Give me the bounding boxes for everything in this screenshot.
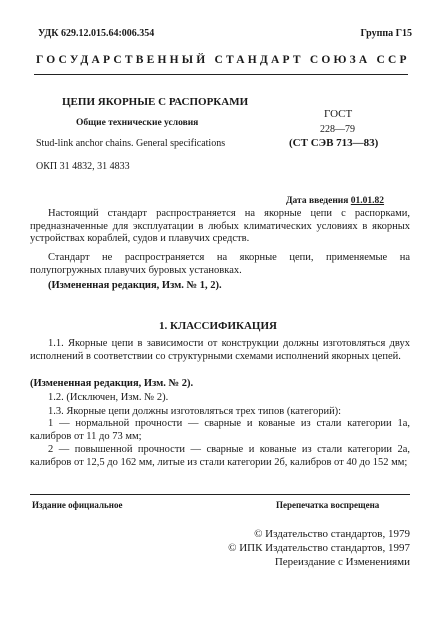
official-edition: Издание официальное <box>32 500 123 510</box>
clause-1-1-amendment: (Измененная редакция, Изм. № 2). <box>30 378 194 389</box>
clause-1-1: 1.1. Якорные цепи в зависимости от конструкции должны изготовляться двух исполнений в соответствии со структурными схемами исполнений якорных цепей. <box>30 338 410 362</box>
title-subtitle: Общие технические условия <box>76 118 199 128</box>
effective-date <box>286 196 384 206</box>
clause-1-2: 1.2. (Исключен, Изм. № 2). <box>48 392 169 403</box>
reprint-forbidden: Перепечатка воспрещена <box>276 500 380 510</box>
intro-paragraph-1: Настоящий стандарт распространяется на якорные цепи с распорками, предназначенные для эксплуатации в любых климатических условиях в якорных устройствах кораблей, судов и плавучих средств. <box>30 208 410 244</box>
clause-1-3-type-1: 1 — нормальной прочности — сварные и кованые из стали категории 1а, калибров от 11 до 73 мм; <box>30 418 410 442</box>
footer-divider <box>30 494 410 495</box>
st-sev-number: (СТ СЭВ 713—83) <box>289 137 379 149</box>
top-divider <box>34 74 408 75</box>
title-russian: ЦЕПИ ЯКОРНЫЕ С РАСПОРКАМИ <box>62 96 249 108</box>
effective-date-value: 01.01.82 <box>350 196 385 206</box>
intro-amendment-note: (Измененная редакция, Изм. № 1, 2). <box>48 280 222 291</box>
okp-code: ОКП 31 4832, 31 4833 <box>36 161 130 172</box>
clause-1-3-type-2: 2 — повышенной прочности — сварные и кованые из стали категории 2а, калибров от 12,5 до 162 мм, литые из стали категории 2б, калибров от 40 до 152 мм; <box>30 444 410 468</box>
gost-number: 228—79 <box>320 124 355 135</box>
intro-paragraph-2: Стандарт не распространяется на якорные цепи, применяемые на полупогружных плавучих буровых установках. <box>30 252 410 276</box>
copyright-1979: © Издательство стандартов, 1979 <box>254 528 410 540</box>
section-title: 1. КЛАССИФИКАЦИЯ <box>159 320 277 332</box>
group-code: Группа Г15 <box>360 28 412 39</box>
gost-label: ГОСТ <box>324 108 353 120</box>
clause-1-3: 1.3. Якорные цепи должны изготовляться трех типов (категорий): <box>48 406 342 417</box>
effective-date-label: Дата введения <box>286 196 349 206</box>
copyright-1997: © ИПК Издательство стандартов, 1997 <box>228 542 410 554</box>
state-standard-heading: ГОСУДАРСТВЕННЫЙ СТАНДАРТ СОЮЗА ССР <box>36 54 410 66</box>
reissue-note: Переиздание с Изменениями <box>274 556 410 568</box>
udk-code: УДК 629.12.015.64:006.354 <box>38 28 155 39</box>
title-english: Stud-link anchor chains. General specifications <box>36 138 226 149</box>
